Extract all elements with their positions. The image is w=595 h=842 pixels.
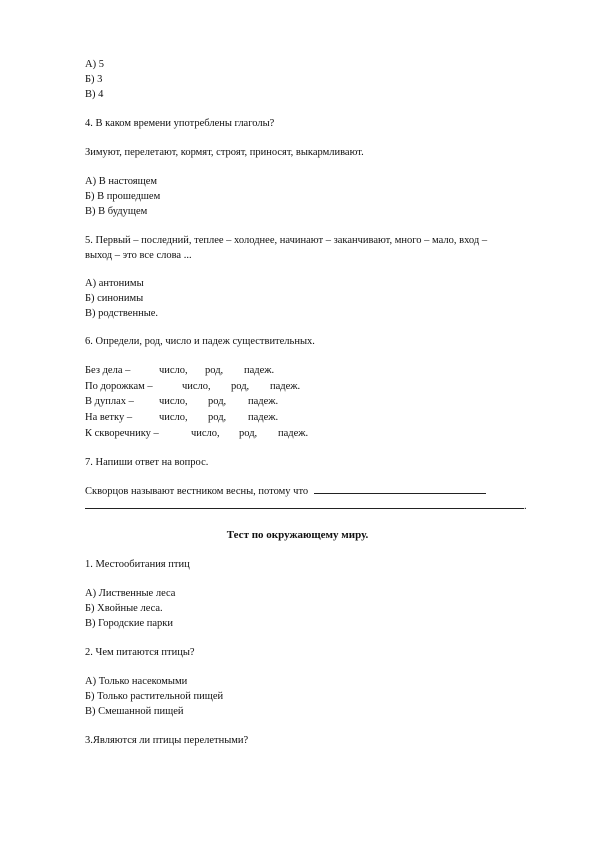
world-q1-option-c: В) Городские парки [85, 618, 173, 629]
q7-answer-blank[interactable] [314, 484, 486, 494]
q6-gender: род, [231, 381, 250, 392]
q6-case: падеж. [270, 381, 301, 392]
world-q2-option-b: Б) Только растительной пищей [85, 691, 224, 702]
q4-option-a: А) В настоящем [85, 176, 157, 187]
world-q3-question: 3.Являются ли птицы перелетными? [85, 735, 249, 746]
q6-case: падеж. [278, 428, 309, 439]
q6-gender: род, [208, 396, 227, 407]
q6-number: число, [159, 396, 188, 407]
q7-end-mark: . [524, 501, 527, 512]
q6-case: падеж. [248, 412, 279, 423]
q6-word: К скворечнику – [85, 428, 159, 439]
q6-word: Без дела – [85, 365, 131, 376]
world-q1-option-b: Б) Хвойные леса. [85, 603, 163, 614]
q6-question: 6. Определи, род, число и падеж существительных. [85, 336, 315, 347]
q6-number: число, [191, 428, 220, 439]
q5-option-b: Б) синонимы [85, 293, 144, 304]
q6-number: число, [159, 412, 188, 423]
q6-number: число, [182, 381, 211, 392]
world-q1-question: 1. Местообитания птиц [85, 559, 190, 570]
q4-question: 4. В каком времени употреблены глаголы? [85, 118, 275, 129]
q6-gender: род, [208, 412, 227, 423]
q5-option-a: А) антонимы [85, 278, 144, 289]
q3-option-a: А) 5 [85, 59, 104, 70]
world-q1-option-a: А) Лиственные леса [85, 588, 176, 599]
q6-gender: род, [205, 365, 224, 376]
q6-word: На ветку – [85, 412, 133, 423]
world-q2-option-a: А) Только насекомыми [85, 676, 188, 687]
q4-option-c: В) В будущем [85, 206, 148, 217]
world-q2-option-c: В) Смешанной пищей [85, 706, 184, 717]
q5-option-c: В) родственные. [85, 308, 159, 319]
q6-word: По дорожкам – [85, 381, 153, 392]
q7-sentence [85, 484, 486, 498]
q4-option-b: Б) В прошедшем [85, 191, 161, 202]
q5-question-line1: 5. Первый – последний, теплее – холоднее, начинают – заканчивают, много – мало, вход – [85, 235, 488, 246]
q6-gender: род, [239, 428, 258, 439]
q3-option-c: В) 4 [85, 89, 104, 100]
q6-case: падеж. [244, 365, 275, 376]
q7-question: 7. Напиши ответ на вопрос. [85, 457, 209, 468]
world-q2-question: 2. Чем питаются птицы? [85, 647, 195, 658]
q7-answer-blank-line2[interactable] [85, 499, 524, 509]
q7-second-line [85, 499, 527, 513]
q5-question-line2: выход – это все слова ... [85, 250, 192, 261]
q6-case: падеж. [248, 396, 279, 407]
q6-word: В дуплах – [85, 396, 134, 407]
world-test-title: Тест по окружающему миру. [226, 529, 369, 541]
q6-number: число, [159, 365, 188, 376]
q7-text: Скворцов называют вестником весны, потому что [85, 486, 309, 497]
q3-option-b: Б) 3 [85, 74, 103, 85]
q4-text: Зимуют, перелетают, кормят, строят, приносят, выкармливают. [85, 147, 364, 158]
